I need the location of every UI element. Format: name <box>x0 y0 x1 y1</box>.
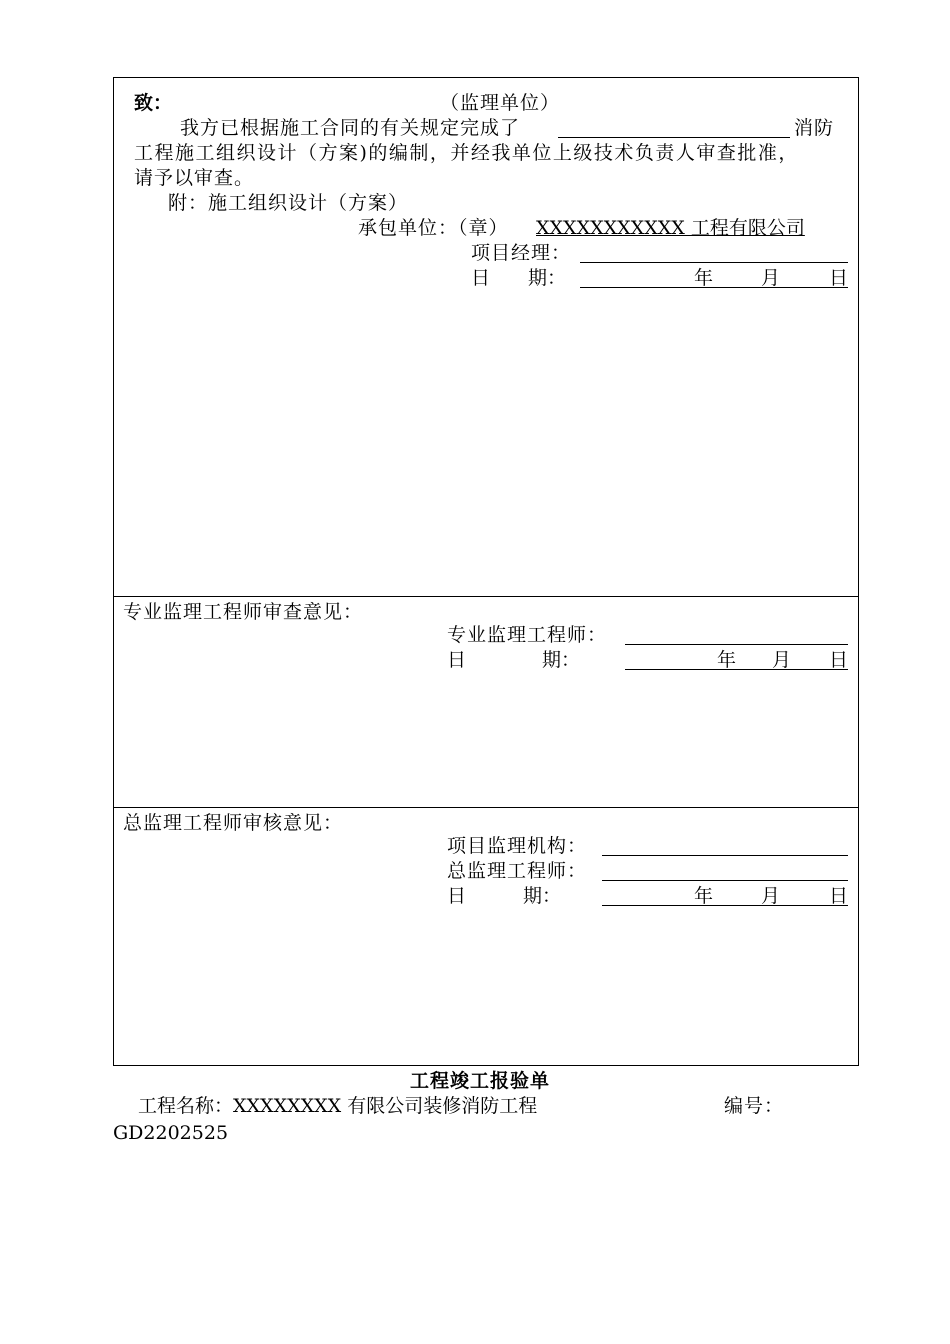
year-label-1: 年 <box>694 267 714 289</box>
date-label-2: 日 期： <box>447 649 581 671</box>
to-label: 致： <box>134 92 173 114</box>
project-manager-label: 项目经理： <box>471 242 572 264</box>
day-label-2: 日 <box>829 649 849 671</box>
supervision-org-blank[interactable] <box>602 855 848 856</box>
specialist-engineer-label: 专业监理工程师： <box>447 624 608 646</box>
attachment-line: 附：施工组织设计（方案） <box>168 192 409 214</box>
date-blank-1[interactable] <box>580 287 848 288</box>
day-label-1: 日 <box>829 267 849 289</box>
date-blank-2[interactable] <box>625 669 848 670</box>
project-name-blank[interactable] <box>558 137 790 138</box>
date-blank-3[interactable] <box>602 905 848 906</box>
chief-review-title: 总监理工程师审核意见： <box>123 812 344 834</box>
specialist-review-title: 专业监理工程师审查意见： <box>123 601 364 623</box>
month-label-1: 月 <box>761 267 781 289</box>
body-line-1: 我方已根据施工合同的有关规定完成了 <box>180 117 521 139</box>
contractor-label: 承包单位：（章） <box>358 217 509 239</box>
chief-engineer-blank[interactable] <box>602 880 848 881</box>
year-label-2: 年 <box>717 649 737 671</box>
supervisor-unit-label: （监理单位） <box>440 92 561 114</box>
date-label-1: 日 期： <box>471 267 567 289</box>
specialist-engineer-blank[interactable] <box>625 644 848 645</box>
form-title: 工程竣工报验单 <box>410 1070 551 1092</box>
section-divider-2 <box>113 807 859 808</box>
year-label-3: 年 <box>694 885 714 907</box>
chief-engineer-label: 总监理工程师： <box>447 860 588 882</box>
body-line-1-suffix: 消防 <box>794 117 835 139</box>
contractor-name: XXXXXXXXXXX 工程有限公司 <box>536 217 805 239</box>
body-line-2: 工程施工组织设计（方案)的编制，并经我单位上级技术负责人审查批准， <box>134 142 799 164</box>
number-label: 编号： <box>724 1095 785 1117</box>
supervision-org-label: 项目监理机构： <box>447 835 588 857</box>
day-label-3: 日 <box>829 885 849 907</box>
project-name: 工程名称：XXXXXXXX 有限公司装修消防工程 <box>138 1095 538 1117</box>
month-label-3: 月 <box>761 885 781 907</box>
section-divider-1 <box>113 596 859 597</box>
body-line-3: 请予以审查。 <box>134 167 255 189</box>
date-label-3: 日 期： <box>447 885 562 907</box>
project-manager-blank[interactable] <box>580 262 848 263</box>
number-value: GD2202525 <box>113 1122 229 1144</box>
month-label-2: 月 <box>772 649 792 671</box>
